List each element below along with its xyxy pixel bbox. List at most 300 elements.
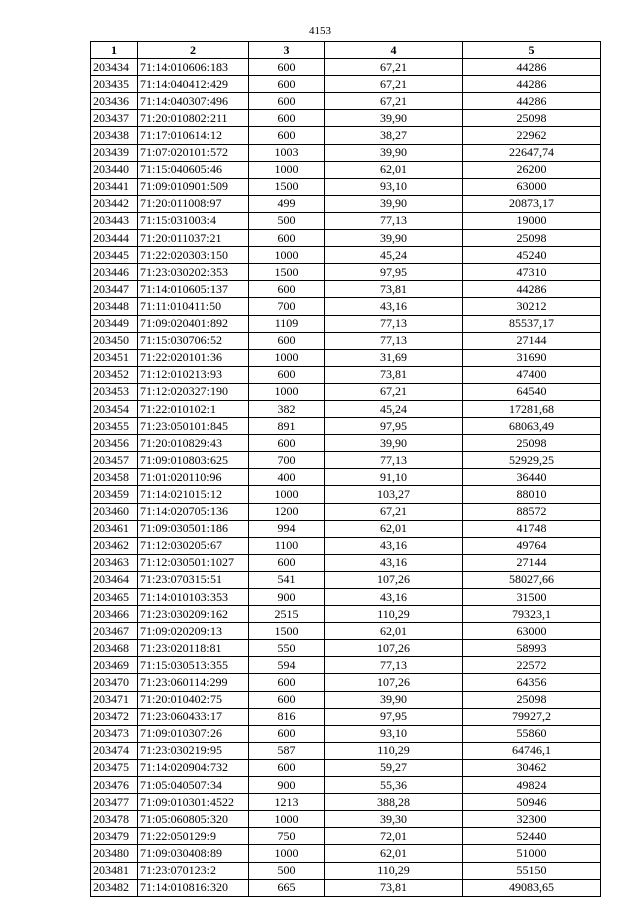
table-cell-col-5: 25098 [463, 230, 601, 247]
table-cell-col-5: 79323,1 [463, 606, 601, 623]
table-cell-col-3: 600 [249, 93, 325, 110]
table-cell-col-2: 71:01:020110:96 [138, 469, 249, 486]
table-cell-col-2: 71:23:050101:845 [138, 418, 249, 435]
table-cell-col-4: 67,21 [325, 93, 463, 110]
table-cell-col-4: 62,01 [325, 520, 463, 537]
table-cell-col-1: 203466 [91, 606, 138, 623]
table-cell-col-1: 203480 [91, 845, 138, 862]
table-cell-col-1: 203475 [91, 759, 138, 776]
table-row [91, 144, 601, 161]
table-cell-col-4: 93,10 [325, 178, 463, 195]
table-cell-col-3: 1000 [249, 845, 325, 862]
table-cell-col-2: 71:09:010307:26 [138, 725, 249, 742]
table-row [91, 811, 601, 828]
table-cell-col-5: 44286 [463, 281, 601, 298]
table-cell-col-5: 49083,65 [463, 879, 601, 896]
table-row [91, 383, 601, 400]
table-cell-col-2: 71:23:070315:51 [138, 571, 249, 588]
table-row [91, 93, 601, 110]
table-cell-col-3: 1500 [249, 178, 325, 195]
table-cell-col-3: 891 [249, 418, 325, 435]
table-cell-col-2: 71:23:060114:299 [138, 674, 249, 691]
table-cell-col-5: 79927,2 [463, 708, 601, 725]
table-cell-col-2: 71:23:030202:353 [138, 264, 249, 281]
table-cell-col-3: 600 [249, 691, 325, 708]
table-cell-col-2: 71:23:060433:17 [138, 708, 249, 725]
table-cell-col-4: 59,27 [325, 759, 463, 776]
table-cell-col-1: 203457 [91, 452, 138, 469]
table-cell-col-1: 203446 [91, 264, 138, 281]
table-cell-col-5: 88010 [463, 486, 601, 503]
table-cell-col-1: 203472 [91, 708, 138, 725]
table-cell-col-5: 52929,25 [463, 452, 601, 469]
table-row [91, 503, 601, 520]
table-cell-col-5: 58027,66 [463, 571, 601, 588]
table-row [91, 315, 601, 332]
table-cell-col-3: 900 [249, 589, 325, 606]
table-cell-col-4: 77,13 [325, 452, 463, 469]
table-cell-col-4: 43,16 [325, 298, 463, 315]
table-cell-col-4: 43,16 [325, 537, 463, 554]
table-cell-col-2: 71:23:030209:162 [138, 606, 249, 623]
table-row [91, 742, 601, 759]
table-cell-col-4: 103,27 [325, 486, 463, 503]
table-cell-col-2: 71:05:040507:34 [138, 777, 249, 794]
table-cell-col-2: 71:20:010829:43 [138, 435, 249, 452]
table-cell-col-1: 203454 [91, 400, 138, 417]
table-cell-col-4: 62,01 [325, 623, 463, 640]
table-cell-col-3: 1000 [249, 486, 325, 503]
table-cell-col-4: 107,26 [325, 674, 463, 691]
table-cell-col-2: 71:09:030501:186 [138, 520, 249, 537]
table-row [91, 571, 601, 588]
table-row [91, 281, 601, 298]
table-row [91, 452, 601, 469]
table-cell-col-1: 203451 [91, 349, 138, 366]
table-cell-col-3: 600 [249, 59, 325, 76]
table-cell-col-2: 71:15:040605:46 [138, 161, 249, 178]
table-cell-col-2: 71:20:010802:211 [138, 110, 249, 127]
table-cell-col-1: 203460 [91, 503, 138, 520]
table-cell-col-3: 1000 [249, 383, 325, 400]
table-cell-col-5: 88572 [463, 503, 601, 520]
table-cell-col-1: 203439 [91, 144, 138, 161]
table-cell-col-4: 67,21 [325, 383, 463, 400]
table-cell-col-3: 750 [249, 828, 325, 845]
table-cell-col-2: 71:15:031003:4 [138, 212, 249, 229]
table-cell-col-5: 55860 [463, 725, 601, 742]
table-cell-col-3: 382 [249, 400, 325, 417]
table-cell-col-4: 91,10 [325, 469, 463, 486]
table-cell-col-2: 71:23:070123:2 [138, 862, 249, 879]
table-cell-col-4: 72,01 [325, 828, 463, 845]
table-row [91, 230, 601, 247]
table-cell-col-4: 110,29 [325, 862, 463, 879]
table-cell-col-5: 22572 [463, 657, 601, 674]
table-cell-col-2: 71:14:010606:183 [138, 59, 249, 76]
table-row [91, 845, 601, 862]
table-cell-col-1: 203434 [91, 59, 138, 76]
table-cell-col-5: 47400 [463, 366, 601, 383]
table-cell-col-4: 93,10 [325, 725, 463, 742]
header-row [91, 42, 601, 59]
table-cell-col-4: 107,26 [325, 640, 463, 657]
table-cell-col-5: 44286 [463, 93, 601, 110]
table-cell-col-1: 203444 [91, 230, 138, 247]
table-cell-col-4: 97,95 [325, 418, 463, 435]
table-cell-col-3: 816 [249, 708, 325, 725]
table-cell-col-1: 203436 [91, 93, 138, 110]
table-row [91, 298, 601, 315]
table-cell-col-3: 500 [249, 212, 325, 229]
table-cell-col-4: 67,21 [325, 59, 463, 76]
table-cell-col-2: 71:09:010803:625 [138, 452, 249, 469]
table-row [91, 589, 601, 606]
table-cell-col-3: 1200 [249, 503, 325, 520]
table-cell-col-1: 203455 [91, 418, 138, 435]
table-cell-col-2: 71:14:010816:320 [138, 879, 249, 896]
table-cell-col-3: 550 [249, 640, 325, 657]
table-cell-col-1: 203477 [91, 794, 138, 811]
table-cell-col-2: 71:20:011037:21 [138, 230, 249, 247]
table-cell-col-1: 203474 [91, 742, 138, 759]
table-cell-col-5: 41748 [463, 520, 601, 537]
table-cell-col-1: 203479 [91, 828, 138, 845]
table-row [91, 161, 601, 178]
table-row [91, 862, 601, 879]
table-cell-col-5: 17281,68 [463, 400, 601, 417]
table-cell-col-3: 665 [249, 879, 325, 896]
table-row [91, 332, 601, 349]
table-cell-col-3: 2515 [249, 606, 325, 623]
table-cell-col-5: 51000 [463, 845, 601, 862]
table-cell-col-3: 500 [249, 862, 325, 879]
table-cell-col-3: 600 [249, 435, 325, 452]
table-cell-col-3: 1000 [249, 349, 325, 366]
table-cell-col-2: 71:14:021015:12 [138, 486, 249, 503]
table-cell-col-4: 67,21 [325, 503, 463, 520]
table-cell-col-2: 71:12:030205:67 [138, 537, 249, 554]
table-cell-col-3: 600 [249, 554, 325, 571]
table-cell-col-2: 71:12:030501:1027 [138, 554, 249, 571]
table-row [91, 178, 601, 195]
table-cell-col-4: 77,13 [325, 332, 463, 349]
table-cell-col-5: 44286 [463, 59, 601, 76]
table-body [91, 59, 601, 897]
table-row [91, 212, 601, 229]
table-cell-col-5: 50946 [463, 794, 601, 811]
table-cell-col-4: 110,29 [325, 606, 463, 623]
table-cell-col-3: 1500 [249, 264, 325, 281]
table-cell-col-1: 203449 [91, 315, 138, 332]
column-header-1: 1 [91, 42, 138, 59]
table-row [91, 606, 601, 623]
table-row [91, 657, 601, 674]
table-row [91, 640, 601, 657]
table-row [91, 469, 601, 486]
table-cell-col-1: 203482 [91, 879, 138, 896]
table-cell-col-1: 203462 [91, 537, 138, 554]
table-row [91, 127, 601, 144]
table-cell-col-2: 71:09:020209:13 [138, 623, 249, 640]
table-row [91, 623, 601, 640]
table-cell-col-2: 71:20:011008:97 [138, 195, 249, 212]
table-cell-col-1: 203452 [91, 366, 138, 383]
table-cell-col-5: 64746,1 [463, 742, 601, 759]
table-cell-col-1: 203464 [91, 571, 138, 588]
table-cell-col-4: 39,90 [325, 230, 463, 247]
table-cell-col-3: 1100 [249, 537, 325, 554]
table-cell-col-3: 700 [249, 452, 325, 469]
table-cell-col-1: 203481 [91, 862, 138, 879]
table-cell-col-4: 77,13 [325, 657, 463, 674]
column-header-5: 5 [463, 42, 601, 59]
table-cell-col-1: 203467 [91, 623, 138, 640]
table-cell-col-3: 1000 [249, 811, 325, 828]
table-cell-col-3: 499 [249, 195, 325, 212]
table-row [91, 76, 601, 93]
table-row [91, 264, 601, 281]
table-row [91, 59, 601, 76]
table-cell-col-3: 400 [249, 469, 325, 486]
table-cell-col-1: 203450 [91, 332, 138, 349]
table-row [91, 759, 601, 776]
table-cell-col-1: 203443 [91, 212, 138, 229]
table-row [91, 195, 601, 212]
table-cell-col-5: 47310 [463, 264, 601, 281]
table-cell-col-2: 71:20:010402:75 [138, 691, 249, 708]
table-cell-col-3: 600 [249, 366, 325, 383]
table-cell-col-2: 71:15:030513:355 [138, 657, 249, 674]
table-row [91, 110, 601, 127]
table-cell-col-5: 49824 [463, 777, 601, 794]
table-cell-col-5: 44286 [463, 76, 601, 93]
table-row [91, 366, 601, 383]
table-cell-col-2: 71:22:010102:1 [138, 400, 249, 417]
table-cell-col-2: 71:11:010411:50 [138, 298, 249, 315]
table-cell-col-5: 22647,74 [463, 144, 601, 161]
table-cell-col-5: 68063,49 [463, 418, 601, 435]
table-cell-col-2: 71:22:020101:36 [138, 349, 249, 366]
table-row [91, 486, 601, 503]
table-cell-col-1: 203468 [91, 640, 138, 657]
table-cell-col-4: 45,24 [325, 247, 463, 264]
page-number: 4153 [309, 25, 331, 37]
table-cell-col-5: 26200 [463, 161, 601, 178]
table-cell-col-1: 203435 [91, 76, 138, 93]
table-cell-col-4: 39,90 [325, 435, 463, 452]
table-cell-col-1: 203442 [91, 195, 138, 212]
column-header-3: 3 [249, 42, 325, 59]
table-cell-col-3: 1213 [249, 794, 325, 811]
table-cell-col-4: 55,36 [325, 777, 463, 794]
table-cell-col-3: 600 [249, 674, 325, 691]
table-cell-col-4: 38,27 [325, 127, 463, 144]
table-cell-col-3: 900 [249, 777, 325, 794]
table-cell-col-1: 203441 [91, 178, 138, 195]
table-row [91, 828, 601, 845]
table-cell-col-4: 73,81 [325, 366, 463, 383]
table-cell-col-5: 27144 [463, 554, 601, 571]
table-row [91, 794, 601, 811]
table-cell-col-5: 19000 [463, 212, 601, 229]
table-row [91, 691, 601, 708]
table-row [91, 435, 601, 452]
table-cell-col-5: 27144 [463, 332, 601, 349]
table-row [91, 554, 601, 571]
table-cell-col-2: 71:14:020904:732 [138, 759, 249, 776]
table-cell-col-3: 600 [249, 759, 325, 776]
table-cell-col-1: 203476 [91, 777, 138, 794]
table-cell-col-2: 71:14:040412:429 [138, 76, 249, 93]
table-cell-col-1: 203447 [91, 281, 138, 298]
table-cell-col-5: 63000 [463, 623, 601, 640]
table-cell-col-5: 25098 [463, 691, 601, 708]
table-cell-col-5: 32300 [463, 811, 601, 828]
table-cell-col-2: 71:17:010614:12 [138, 127, 249, 144]
table-cell-col-4: 77,13 [325, 212, 463, 229]
table-cell-col-4: 62,01 [325, 845, 463, 862]
table-row [91, 418, 601, 435]
table-cell-col-5: 85537,17 [463, 315, 601, 332]
table-cell-col-1: 203437 [91, 110, 138, 127]
table-cell-col-4: 62,01 [325, 161, 463, 178]
table-cell-col-1: 203465 [91, 589, 138, 606]
table-cell-col-2: 71:09:010301:4522 [138, 794, 249, 811]
table-cell-col-1: 203438 [91, 127, 138, 144]
table-cell-col-1: 203459 [91, 486, 138, 503]
table-cell-col-1: 203471 [91, 691, 138, 708]
table-cell-col-3: 600 [249, 127, 325, 144]
table-cell-col-3: 994 [249, 520, 325, 537]
table-cell-col-1: 203448 [91, 298, 138, 315]
table-cell-col-3: 600 [249, 110, 325, 127]
table-cell-col-2: 71:14:010605:137 [138, 281, 249, 298]
table-cell-col-3: 1000 [249, 161, 325, 178]
table-cell-col-1: 203453 [91, 383, 138, 400]
table-cell-col-1: 203473 [91, 725, 138, 742]
table-cell-col-3: 600 [249, 725, 325, 742]
table-cell-col-3: 541 [249, 571, 325, 588]
table-cell-col-4: 31,69 [325, 349, 463, 366]
table-cell-col-1: 203456 [91, 435, 138, 452]
table-cell-col-4: 67,21 [325, 76, 463, 93]
table-row [91, 247, 601, 264]
table-cell-col-3: 587 [249, 742, 325, 759]
table-row [91, 400, 601, 417]
table-cell-col-4: 39,90 [325, 110, 463, 127]
table-cell-col-2: 71:14:010103:353 [138, 589, 249, 606]
table-cell-col-1: 203478 [91, 811, 138, 828]
table-cell-col-1: 203458 [91, 469, 138, 486]
table-cell-col-5: 36440 [463, 469, 601, 486]
table-cell-col-2: 71:05:060805:320 [138, 811, 249, 828]
table-cell-col-5: 25098 [463, 435, 601, 452]
table-cell-col-4: 97,95 [325, 708, 463, 725]
table-cell-col-1: 203470 [91, 674, 138, 691]
table-cell-col-4: 77,13 [325, 315, 463, 332]
table-cell-col-2: 71:22:020303:150 [138, 247, 249, 264]
table-cell-col-5: 30462 [463, 759, 601, 776]
table-cell-col-5: 55150 [463, 862, 601, 879]
table-row [91, 674, 601, 691]
table-cell-col-3: 600 [249, 332, 325, 349]
table-cell-col-2: 71:22:050129:9 [138, 828, 249, 845]
table-cell-col-2: 71:07:020101:572 [138, 144, 249, 161]
table-cell-col-5: 45240 [463, 247, 601, 264]
table-row [91, 520, 601, 537]
table-cell-col-2: 71:09:030408:89 [138, 845, 249, 862]
table-cell-col-2: 71:23:020118:81 [138, 640, 249, 657]
table-cell-col-2: 71:09:010901:509 [138, 178, 249, 195]
table-cell-col-5: 31500 [463, 589, 601, 606]
table-cell-col-3: 1109 [249, 315, 325, 332]
table-cell-col-4: 73,81 [325, 281, 463, 298]
table-row [91, 879, 601, 896]
table-cell-col-4: 388,28 [325, 794, 463, 811]
table-cell-col-1: 203463 [91, 554, 138, 571]
table-cell-col-5: 63000 [463, 178, 601, 195]
table-cell-col-3: 700 [249, 298, 325, 315]
table-cell-col-5: 20873,17 [463, 195, 601, 212]
table-cell-col-5: 49764 [463, 537, 601, 554]
table-cell-col-2: 71:14:040307:496 [138, 93, 249, 110]
table-cell-col-2: 71:12:020327:190 [138, 383, 249, 400]
table-cell-col-1: 203445 [91, 247, 138, 264]
table-row [91, 725, 601, 742]
table-cell-col-5: 22962 [463, 127, 601, 144]
table-cell-col-2: 71:23:030219:95 [138, 742, 249, 759]
table-row [91, 537, 601, 554]
table-cell-col-1: 203440 [91, 161, 138, 178]
table-cell-col-4: 45,24 [325, 400, 463, 417]
table-cell-col-3: 1500 [249, 623, 325, 640]
table-cell-col-4: 39,90 [325, 195, 463, 212]
table-cell-col-5: 52440 [463, 828, 601, 845]
table-row [91, 708, 601, 725]
table-cell-col-2: 71:12:010213:93 [138, 366, 249, 383]
table-cell-col-3: 1000 [249, 247, 325, 264]
column-header-2: 2 [138, 42, 249, 59]
table-cell-col-3: 600 [249, 230, 325, 247]
table-cell-col-5: 31690 [463, 349, 601, 366]
table-cell-col-3: 594 [249, 657, 325, 674]
table-cell-col-5: 30212 [463, 298, 601, 315]
table-cell-col-5: 58993 [463, 640, 601, 657]
table-cell-col-4: 39,90 [325, 691, 463, 708]
column-header-4: 4 [325, 42, 463, 59]
table-cell-col-4: 39,30 [325, 811, 463, 828]
table-cell-col-4: 110,29 [325, 742, 463, 759]
table-cell-col-4: 43,16 [325, 554, 463, 571]
data-table [90, 41, 601, 897]
table-cell-col-2: 71:09:020401:892 [138, 315, 249, 332]
table-row [91, 777, 601, 794]
table-cell-col-3: 1003 [249, 144, 325, 161]
table-cell-col-4: 39,90 [325, 144, 463, 161]
table-cell-col-3: 600 [249, 76, 325, 93]
table-cell-col-4: 73,81 [325, 879, 463, 896]
table-cell-col-2: 71:14:020705:136 [138, 503, 249, 520]
table-cell-col-1: 203461 [91, 520, 138, 537]
table-cell-col-4: 107,26 [325, 571, 463, 588]
table-cell-col-3: 600 [249, 281, 325, 298]
table-cell-col-5: 64356 [463, 674, 601, 691]
table-cell-col-5: 64540 [463, 383, 601, 400]
table-cell-col-2: 71:15:030706:52 [138, 332, 249, 349]
table-cell-col-4: 43,16 [325, 589, 463, 606]
table-cell-col-5: 25098 [463, 110, 601, 127]
